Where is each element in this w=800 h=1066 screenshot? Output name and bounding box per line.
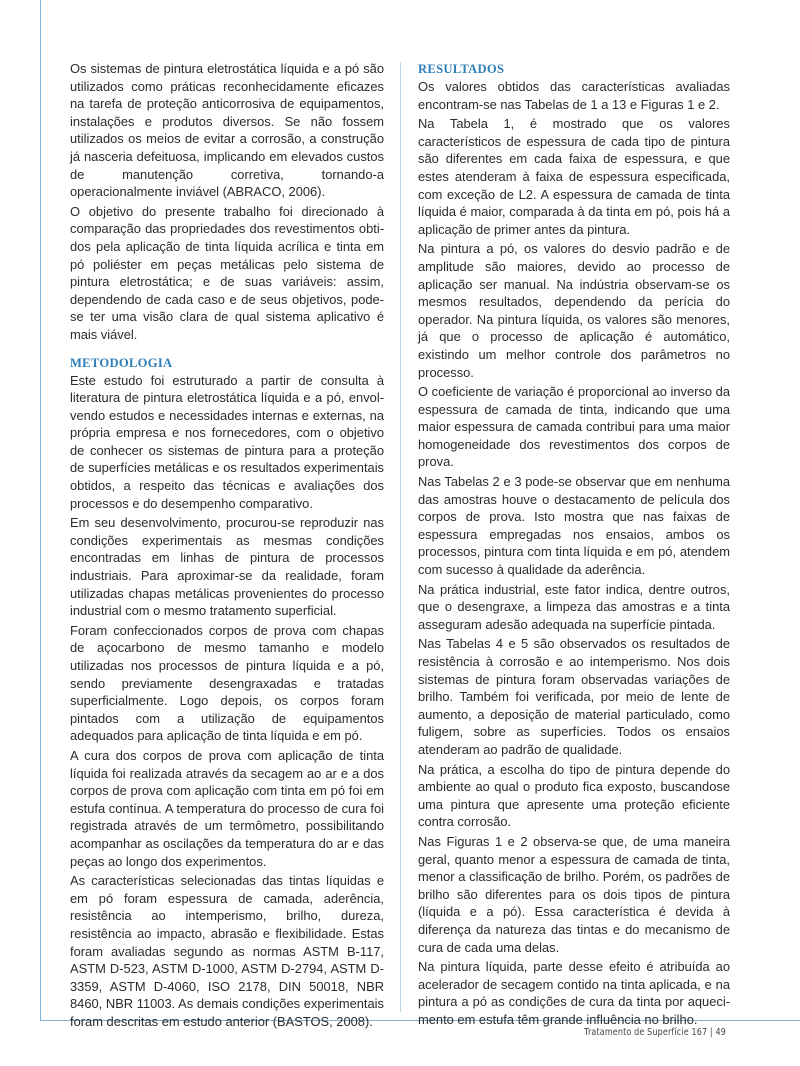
right-column: [418, 60, 730, 1030]
resultados-paragraph-7: Nas Tabelas 4 e 5 são observados os resultados de resistência à corrosão e ao intemperismo. Nos dois sistemas de pintura foram observadas variações de brilho. Também foi verificada, por meio de lente de aumento, a deposição de material particulado, como fuligem, sobre as superfícies. Todos os ensaios atenderam ao padrão de qualidade.: [418, 636, 730, 757]
page-frame-vertical-rule: [40, 0, 41, 1020]
column-divider: [400, 62, 401, 1012]
metodologia-paragraph-5: As características selecionadas das tintas líquidas e em pó foram espessura de camada, aderência, resistência ao intemperismo, brilho, dureza, resistência ao impacto, abrasão e flexibilidade. Estas foram avaliadas segundo as normas ASTM B-117, ASTM D-523, ASTM D-1000, ASTM D-2794, ASTM D-3359, ASTM D-4060, ISO 2178, DIN 50018, NBR 8460, NBR 11003. As demais condições experimentais foram descritas em estudo anterior (BASTOS, 2008).: [70, 873, 384, 1029]
metodologia-paragraph-3: Foram confeccionados corpos de prova com chapas de açocarbono de mesmo tamanho e modelo utilizadas nos processos de pintura líquida e a pó, sendo previamente desengraxadas e tratadas superficialmente. Logo depois, os corpos foram pintados com a utilização de equipamentos adequados para aplicação de tinta líquida e em pó.: [70, 622, 384, 744]
resultados-paragraph-8: Na prática, a escolha do tipo de pintura depende do ambiente ao qual o produto fica exposto, buscandose uma pintura que apresente uma proteção eficiente contra corrosão.: [418, 761, 730, 830]
left-column: [70, 60, 384, 1032]
metodologia-paragraph-1: Este estudo foi estruturado a partir de consulta à literatura de pintura eletrostática líquida e a pó, envolvendo estudos e necessidades internas e externas, na própria empresa e nos fornecedores, com o objetivo de conhecer os sistemas de pintura para a proteção de superfícies metálicas e os resultados experimentais obtidos, a respeito das técnicas e avaliações dos processos e do desempenho comparativo.: [70, 372, 384, 511]
section-heading-resultados: RESULTADOS: [418, 62, 505, 76]
resultados-paragraph-9: Nas Figuras 1 e 2 observa-se que, de uma maneira geral, quanto menor a espessura de camada de tinta, menor a classificação de brilho. Porém, os padrões de brilho são diferentes para os dois tipos de pintura (líquida e a pó). Essa característica é devida à diferença da natureza das tintas e do mecanismo de cura de cada uma delas.: [418, 833, 730, 955]
resultados-paragraph-3: Na pintura a pó, os valores do desvio padrão e de amplitude são maiores, devido ao processo de aplicação ser manual. Na indústria observam-se os mesmos resultados, dependendo da perícia do operador. Na pintura líquida, os valores são menores, já que o processo de aplicação é automático, existindo um melhor controle dos parâmetros no processo.: [418, 241, 730, 380]
intro-paragraph-2: O objetivo do presente trabalho foi direcionado à comparação das propriedades dos revestimentos obtidos pela aplicação de tinta líquida acrílica e tinta em pó poliéster em peças metálicas pelo sistema de pintura eletrostática; e de suas variáveis: assim, dependendo de cada caso e de seus objetivos, pode-se ter uma visão clara de qual sistema aplicativo é mais viável.: [70, 203, 384, 342]
resultados-paragraph-5: Nas Tabelas 2 e 3 pode-se observar que em nenhuma das amostras houve o destacamento de película dos corpos de prova. Isto mostra que nas faixas de espessura empregadas nos ensaios, ambos os processos, pintura com tinta líquida e em pó, atendem com sucesso à qualidade da aderência.: [418, 474, 730, 578]
resultados-paragraph-1: Os valores obtidos das características avaliadas encontram-se nas Tabelas de 1 a 13 e Figuras 1 e 2.: [418, 79, 730, 112]
resultados-paragraph-2: Na Tabela 1, é mostrado que os valores característicos de espessura de cada tipo de pintura são diferentes em cada faixa de espessura, e que estes atenderam à faixa de espessura especificada, com exceção de L2. A espessura de camada de tinta líquida é maior, comparada à da tinta em pó, pois há a aplicação de primer antes da pintura.: [418, 116, 730, 237]
resultados-paragraph-10: Na pintura líquida, parte desse efeito é atribuída ao acelerador de secagem contido na tinta aplicada, e na pintura a pó as condições de cura da tinta por aquecimento em estufa têm grande influência no brilho.: [418, 959, 730, 1027]
page-footer: Tratamento de Superfície 167 | 49: [584, 1027, 726, 1038]
resultados-paragraph-4: O coeficiente de variação é proporcional ao inverso da espessura de camada de tinta, indicando que uma maior espessura de camada contribui para uma maior homogeneidade dos revestimentos dos corpos de prova.: [418, 384, 730, 470]
section-heading-metodologia: METODOLOGIA: [70, 355, 173, 370]
metodologia-paragraph-2: Em seu desenvolvimento, procurou-se reproduzir nas condições experimentais as mesmas condições encontradas em linhas de pintura de processos industriais. Para aproximar-se da realidade, foram utilizadas chapas metálicas provenientes do processo industrial com o mesmo tratamento superficial.: [70, 515, 384, 619]
resultados-paragraph-6: Na prática industrial, este fator indica, dentre outros, que o desengraxe, a limpeza das amostras e a tinta asseguram adesão adequada na superfície pintada.: [418, 581, 730, 632]
intro-paragraph-1: Os sistemas de pintura eletrostática líquida e a pó são utilizados como práticas reconhecidamente eficazes na tarefa de proteção anticorrosiva de equipamentos, instalações e produtos diversos. Se não fossem utilizados os meios de evitar a corrosão, a construção já nasceria defeituosa, implicando em elevados custos de manutenção corretiva, tornando-a operacionalmente inviável (ABRACO, 2006).: [70, 61, 384, 200]
metodologia-paragraph-4: A cura dos corpos de prova com aplicação de tinta líquida foi realizada através da secagem ao ar e a dos corpos de prova com aplicação com tinta em pó foi em estufa contínua. A temperatura do processo de cura foi registrada através de um termômetro, possibilitando acompanhar as oscilações da temperatura do ar e das peças ao longo dos experimentos.: [70, 747, 384, 869]
